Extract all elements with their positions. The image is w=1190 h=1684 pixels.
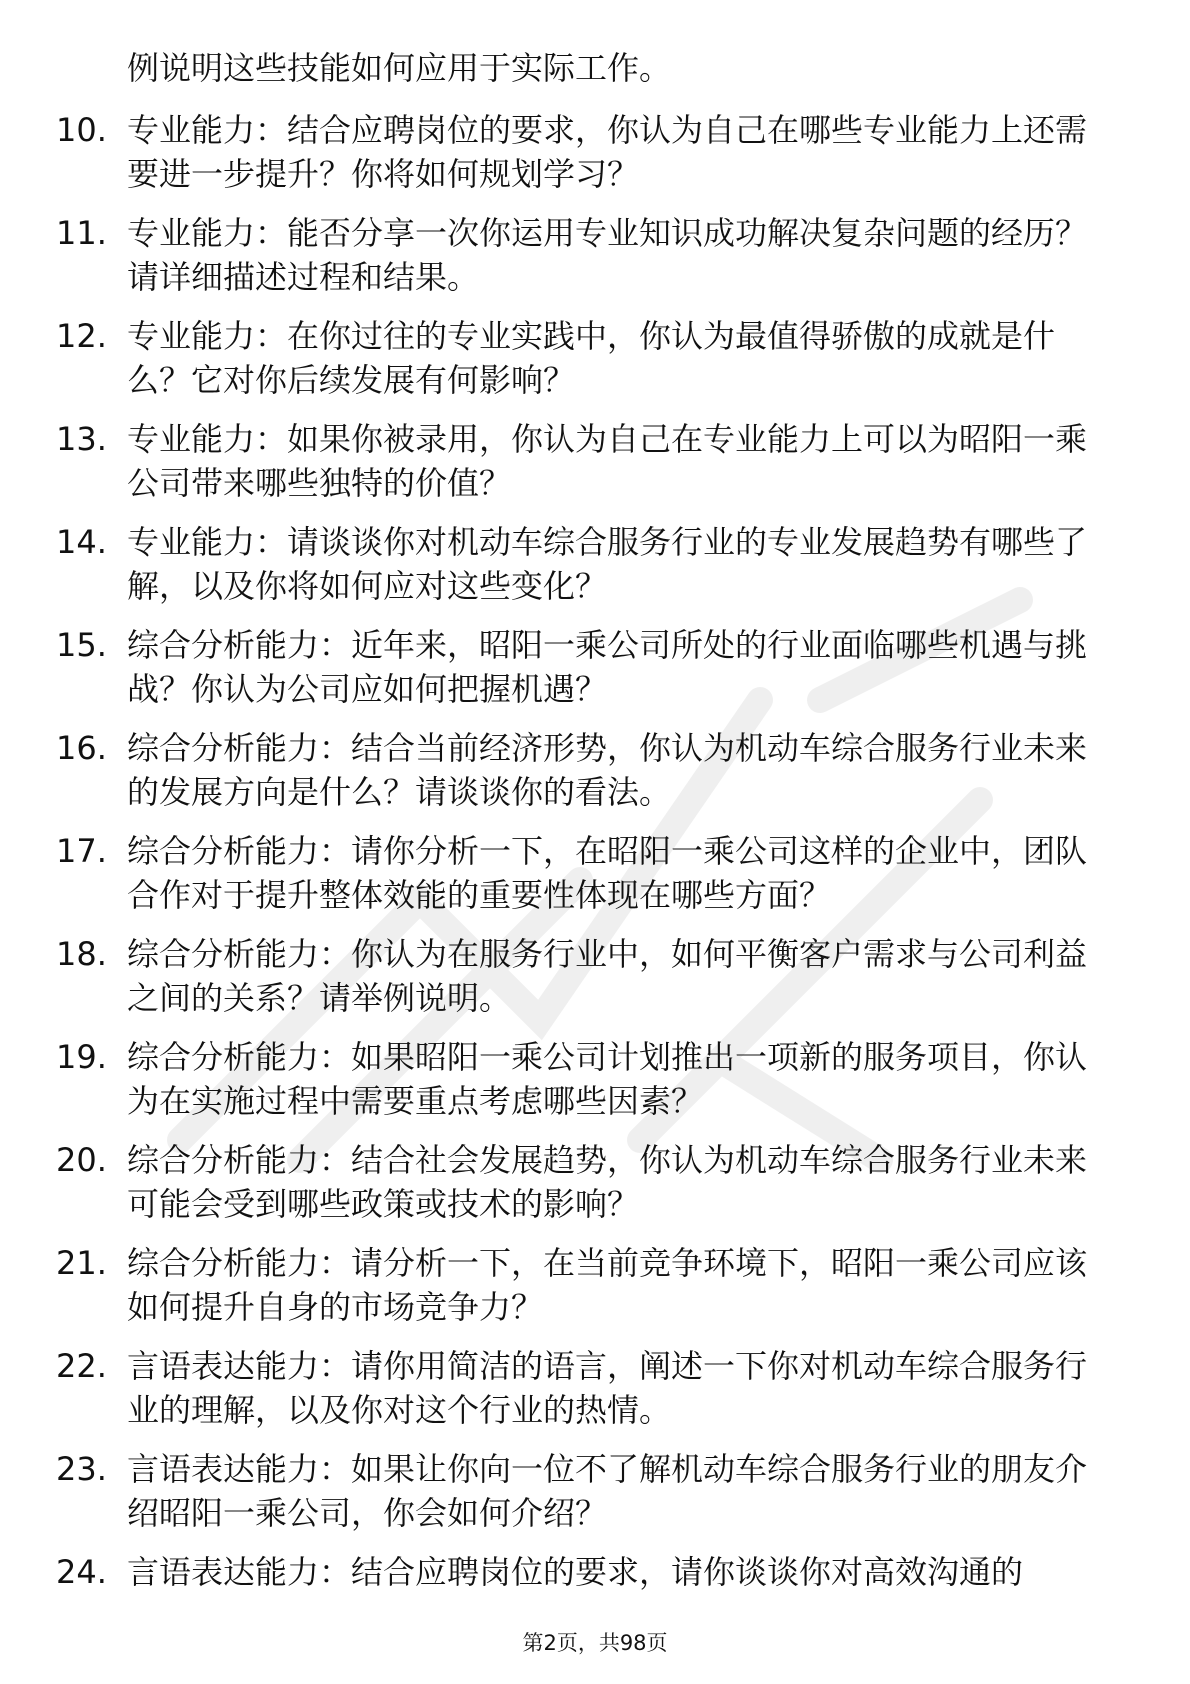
question-text: 综合分析能力：结合社会发展趋势，你认为机动车综合服务行业未来可能会受到哪些政策或技术的影响？: [127, 1141, 1088, 1223]
question-text: 综合分析能力：近年来，昭阳一乘公司所处的行业面临哪些机遇与挑战？你认为公司应如何把握机遇？: [127, 626, 1088, 708]
question-number: 15.: [56, 626, 107, 664]
question-number: 20.: [56, 1141, 107, 1179]
question-text: 综合分析能力：结合当前经济形势，你认为机动车综合服务行业未来的发展方向是什么？请谈谈你的看法。: [127, 729, 1088, 811]
page-footer: [0, 1628, 1190, 1658]
question-text: 综合分析能力：如果昭阳一乘公司计划推出一项新的服务项目，你认为在实施过程中需要重点考虑哪些因素？: [127, 1038, 1088, 1120]
list-item: [56, 623, 1136, 711]
list-item: [56, 1035, 1136, 1123]
list-item: [56, 1241, 1136, 1329]
continuation-text: 例说明这些技能如何应用于实际工作。: [127, 49, 672, 87]
question-text: 专业能力：能否分享一次你运用专业知识成功解决复杂问题的经历？请详细描述过程和结果。: [127, 214, 1088, 296]
question-number: 19.: [56, 1038, 107, 1076]
question-number: 21.: [56, 1244, 107, 1282]
list-item: [56, 520, 1136, 608]
question-number: 18.: [56, 935, 107, 973]
question-text: 综合分析能力：你认为在服务行业中，如何平衡客户需求与公司利益之间的关系？请举例说明。: [127, 935, 1088, 1017]
question-text: 专业能力：如果你被录用，你认为自己在专业能力上可以为昭阳一乘公司带来哪些独特的价值？: [127, 420, 1088, 502]
question-number: 16.: [56, 729, 107, 767]
question-text: 专业能力：在你过往的专业实践中，你认为最值得骄傲的成就是什么？它对你后续发展有何影响？: [127, 317, 1056, 399]
question-text: 综合分析能力：请你分析一下，在昭阳一乘公司这样的企业中，团队合作对于提升整体效能的重要性体现在哪些方面？: [127, 832, 1088, 914]
question-number: 12.: [56, 317, 107, 355]
list-item: [56, 932, 1136, 1020]
list-item: [56, 417, 1136, 505]
question-number: 14.: [56, 523, 107, 561]
question-number: 22.: [56, 1347, 107, 1385]
list-item: [56, 726, 1136, 814]
list-item: [56, 1550, 1136, 1594]
question-list: [56, 108, 1136, 1609]
question-text: 专业能力：结合应聘岗位的要求，你认为自己在哪些专业能力上还需要进一步提升？你将如何规划学习？: [127, 111, 1088, 193]
list-item: [56, 829, 1136, 917]
question-text: 言语表达能力：请你用简洁的语言，阐述一下你对机动车综合服务行业的理解，以及你对这个行业的热情。: [127, 1347, 1088, 1429]
question-text: 专业能力：请谈谈你对机动车综合服务行业的专业发展趋势有哪些了解，以及你将如何应对这些变化？: [127, 523, 1088, 605]
list-item: [56, 1138, 1136, 1226]
list-item: [56, 1447, 1136, 1535]
list-item: [56, 1344, 1136, 1432]
question-number: 17.: [56, 832, 107, 870]
question-number: 13.: [56, 420, 107, 458]
question-number: 11.: [56, 214, 107, 252]
question-number: 24.: [56, 1553, 107, 1591]
question-text: 综合分析能力：请分析一下，在当前竞争环境下，昭阳一乘公司应该如何提升自身的市场竞争力？: [127, 1244, 1088, 1326]
page-number: 第2页，共98页: [522, 1631, 668, 1655]
question-text: 言语表达能力：结合应聘岗位的要求，请你谈谈你对高效沟通的: [127, 1553, 1024, 1591]
list-item: [56, 314, 1136, 402]
list-item: [56, 108, 1136, 196]
question-number: 10.: [56, 111, 107, 149]
list-item: [56, 211, 1136, 299]
question-number: 23.: [56, 1450, 107, 1488]
question-text: 言语表达能力：如果让你向一位不了解机动车综合服务行业的朋友介绍昭阳一乘公司，你会如何介绍？: [127, 1450, 1088, 1532]
